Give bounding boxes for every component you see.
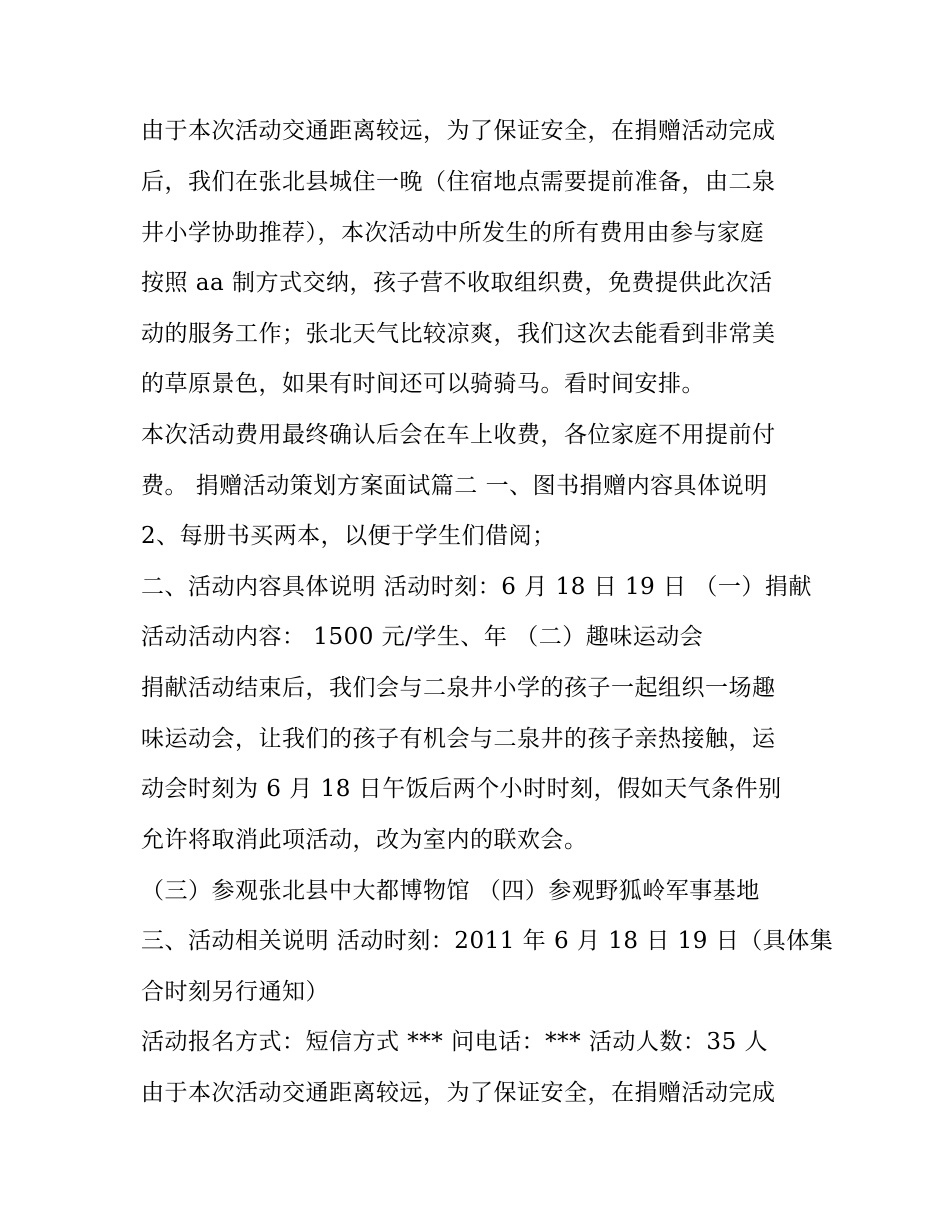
text-line: 二、活动内容具体说明 活动时刻：6 月 18 日 19 日 （一）捐献 (141, 574, 812, 600)
text-line: 味运动会，让我们的孩子有机会与二泉井的孩子亲热接触，运 (141, 726, 776, 752)
text-line: 后，我们在张北县城住一晚（住宿地点需要提前准备，由二泉 (141, 169, 776, 195)
text-line: 由于本次活动交通距离较远，为了保证安全，在捐赠活动完成 (141, 1080, 776, 1106)
text-line: （三）参观张北县中大都博物馆 （四）参观野狐岭军事基地 (141, 878, 760, 904)
text-line: 本次活动费用最终确认后会在车上收费，各位家庭不用提前付 (141, 422, 776, 448)
text-line: 动的服务工作；张北天气比较凉爽，我们这次去能看到非常美 (141, 321, 776, 347)
text-line: 合时刻另行通知） (141, 979, 329, 1005)
text-line: 三、活动相关说明 活动时刻：2011 年 6 月 18 日 19 日（具体集 (141, 928, 834, 954)
text-line: 井小学协助推荐），本次活动中所发生的所有费用由参与家庭 (141, 220, 764, 246)
text-line: 活动活动内容： 1500 元/学生、年 （二）趣味运动会 (141, 624, 704, 650)
text-line: 的草原景色，如果有时间还可以骑骑马。看时间安排。 (141, 371, 705, 397)
text-line: 动会时刻为 6 月 18 日午饭后两个小时时刻，假如天气条件别 (141, 776, 782, 802)
text-line: 活动报名方式：短信方式 *** 问电话：*** 活动人数：35 人 (141, 1029, 769, 1055)
text-line: 费。 捐赠活动策划方案面试篇二 一、图书捐赠内容具体说明 (141, 473, 768, 499)
text-line: 捐献活动结束后，我们会与二泉井小学的孩子一起组织一场趣 (141, 675, 776, 701)
text-line: 2、每册书买两本，以便于学生们借阅； (141, 523, 556, 549)
text-line: 由于本次活动交通距离较远，为了保证安全，在捐赠活动完成 (141, 118, 776, 144)
text-line: 按照 aa 制方式交纳，孩子营不收取组织费，免费提供此次活 (141, 270, 773, 296)
text-line: 允许将取消此项活动，改为室内的联欢会。 (141, 827, 588, 853)
